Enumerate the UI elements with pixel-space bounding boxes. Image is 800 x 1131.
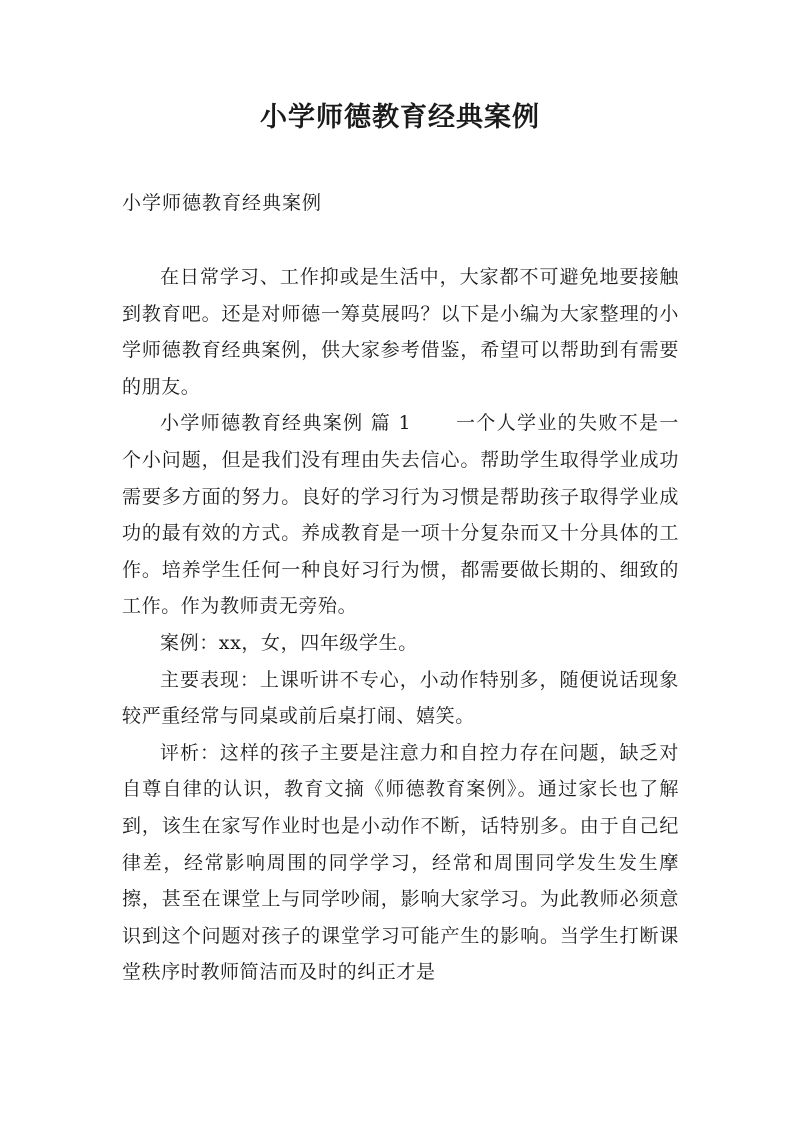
behavior-paragraph: 主要表现：上课听讲不专心，小动作特别多，随便说话现象较严重经常与同桌或前后桌打闹、嬉笑。 — [122, 668, 679, 728]
case-paragraph: 案例：xx，女，四年级学生。 — [160, 631, 418, 654]
case-one-paragraph — [122, 405, 679, 625]
intro-paragraph: 在日常学习、工作抑或是生活中，大家都不可避免地要接触到教育吧。还是对师德一筹莫展吗？以下是小编为大家整理的小学师德教育经典案例，供大家参考借鉴，希望可以帮助到有需要的朋友。 — [122, 266, 679, 398]
document-body — [122, 259, 679, 991]
document-title: 小学师德教育经典案例 — [260, 102, 540, 133]
document-subtitle: 小学师德教育经典案例 — [122, 192, 323, 214]
case-one-heading: 小学师德教育经典案例 篇 1 — [160, 412, 412, 435]
analysis-paragraph: 评析：这样的孩子主要是注意力和自控力存在问题，缺乏对自尊自律的认识，教育文摘《师德教育案例》。通过家长也了解到，该生在家写作业时也是小动作不断，话特别多。由于自己纪律差，经常影响周围的同学学习，经常和周围同学发生发生摩擦，甚至在课堂上与同学吵闹，影响大家学习。为此教师必须意识到这个问题对孩子的课堂学习可能产生的影响。当学生打断课堂秩序时教师简洁而及时的纠正才是 — [122, 741, 679, 984]
case-one-text: 一个人学业的失败不是一个小问题，但是我们没有理由失去信心。帮助学生取得学业成功需要多方面的努力。良好的学习行为习惯是帮助孩子取得学业成功的最有效的方式。养成教育是一项十分复杂而又十分具体的工作。培养学生任何一种良好习行为惯，都需要做长期的、细致的工作。作为教师责无旁殆。 — [122, 412, 679, 618]
